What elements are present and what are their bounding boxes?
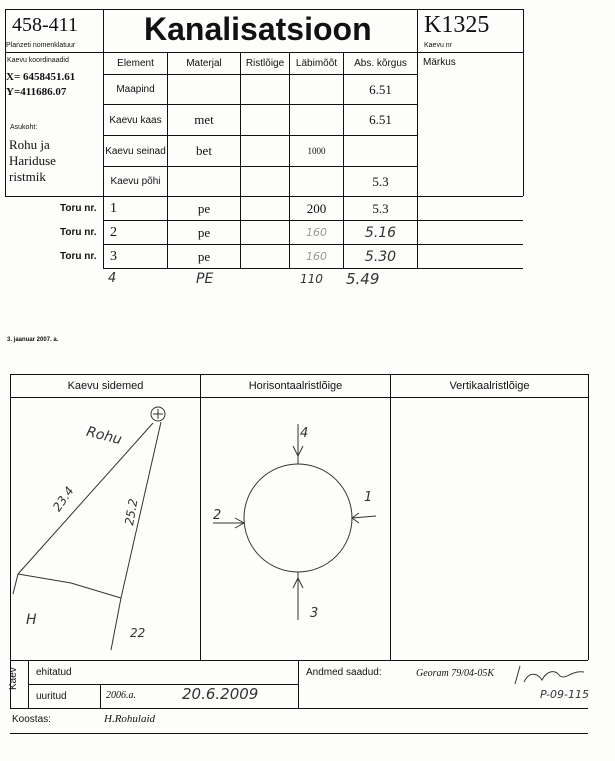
author-name: H.Rohulaid bbox=[104, 713, 156, 725]
row-material: bet bbox=[196, 143, 212, 158]
pipe-height: 5.16 bbox=[364, 224, 397, 241]
panel-title-horizontal: Horisontaalristlõige bbox=[248, 380, 343, 392]
pipe-label: Toru nr. bbox=[60, 227, 97, 238]
row-material: met bbox=[194, 112, 214, 127]
handwritten-pipe-num: 4 bbox=[108, 271, 117, 286]
measured-date: 20.6.2009 bbox=[182, 685, 259, 703]
pipe-arrow-label: 3 bbox=[310, 606, 319, 621]
panel-title-connections: Kaevu sidemed bbox=[67, 380, 144, 392]
coord-x: X= 6458451.61 bbox=[6, 71, 76, 83]
pipe-diameter: 160 bbox=[306, 226, 327, 239]
location-line-1: Rohu ja bbox=[9, 137, 50, 152]
handwritten-pipe-material: PE bbox=[196, 271, 214, 287]
manhole-circle bbox=[244, 464, 352, 572]
signature-note: P-09-115 bbox=[540, 688, 589, 701]
pipe-diameter: 160 bbox=[306, 250, 327, 263]
pipe-material: pe bbox=[197, 248, 211, 264]
location-label: Asukoht: bbox=[10, 124, 38, 131]
side-label: Kaev bbox=[8, 667, 19, 690]
row-height: 6.51 bbox=[369, 112, 392, 127]
pipe-height: 5.3 bbox=[372, 200, 389, 216]
pipe-arrow-label: 4 bbox=[300, 426, 309, 441]
dimension-label: 25.2 bbox=[122, 497, 141, 527]
row-height: 6.51 bbox=[369, 81, 392, 97]
col-header-diameter: Läbimõõt bbox=[295, 58, 338, 69]
pipe-label: Toru nr. bbox=[60, 251, 97, 262]
pipe-height: 5.30 bbox=[364, 248, 397, 265]
author-label: Koostas: bbox=[12, 714, 51, 725]
map-code-label: Planzeti nomenklatuur bbox=[6, 42, 76, 49]
handwritten-pipe-diameter: 110 bbox=[300, 272, 323, 286]
pipe-diameter: 200 bbox=[306, 200, 327, 216]
data-source: Georam 79/04-05K bbox=[416, 668, 495, 679]
pipe-num: 2 bbox=[110, 225, 117, 240]
data-source-label: Andmed saadud: bbox=[306, 667, 382, 678]
row-height: 5.3 bbox=[372, 173, 389, 189]
map-code: 458-411 bbox=[12, 14, 78, 36]
coords-label: Kaevu koordinaadid bbox=[7, 57, 69, 64]
row-element: Maapind bbox=[116, 84, 155, 95]
col-header-material: Materjal bbox=[186, 58, 222, 69]
col-header-element: Element bbox=[117, 58, 154, 69]
horizontal-section-sketch bbox=[201, 398, 390, 660]
panel-title-vertical: Vertikaalristlõige bbox=[449, 380, 530, 392]
measured-label: uuritud bbox=[36, 691, 67, 702]
dimension-label: 22 bbox=[130, 626, 146, 640]
street-label-rohu: Rohu bbox=[84, 423, 124, 449]
date-note: 3. jaanuar 2007. a. bbox=[7, 337, 59, 343]
handwritten-pipe-height: 5.49 bbox=[346, 270, 380, 288]
col-header-notes: Märkus bbox=[423, 57, 456, 68]
pipe-arrow-label: 2 bbox=[213, 508, 222, 523]
row-element: Kaevu põhi bbox=[110, 176, 161, 187]
pipe-material: pe bbox=[197, 200, 211, 216]
pipe-material: pe bbox=[197, 224, 211, 240]
page-title: Kanalisatsioon bbox=[144, 11, 372, 47]
pipe-num: 1 bbox=[110, 201, 117, 216]
well-id: K1325 bbox=[424, 12, 490, 38]
row-diameter: 1000 bbox=[307, 146, 326, 156]
row-element: Kaevu seinad bbox=[105, 145, 166, 157]
col-header-cross: Ristlõige bbox=[245, 58, 285, 69]
dimension-label: 23.4 bbox=[49, 484, 77, 514]
well-id-label: Kaevu nr bbox=[424, 42, 453, 49]
row-element: Kaevu kaas bbox=[109, 114, 162, 126]
built-label: ehitatud bbox=[36, 667, 72, 678]
street-label-h: H bbox=[26, 612, 37, 628]
col-header-height: Abs. kõrgus bbox=[354, 58, 407, 69]
pipe-label: Toru nr. bbox=[60, 203, 97, 214]
pipe-num: 3 bbox=[110, 249, 117, 264]
location-line-2: Hariduse bbox=[9, 153, 56, 168]
coord-y: Y=411686.07 bbox=[6, 86, 67, 98]
pipe-arrow-label: 1 bbox=[364, 490, 373, 505]
measured-year: 2006.a. bbox=[106, 690, 136, 701]
signature-scribble-icon bbox=[510, 660, 590, 690]
location-line-3: ristmik bbox=[9, 169, 46, 184]
